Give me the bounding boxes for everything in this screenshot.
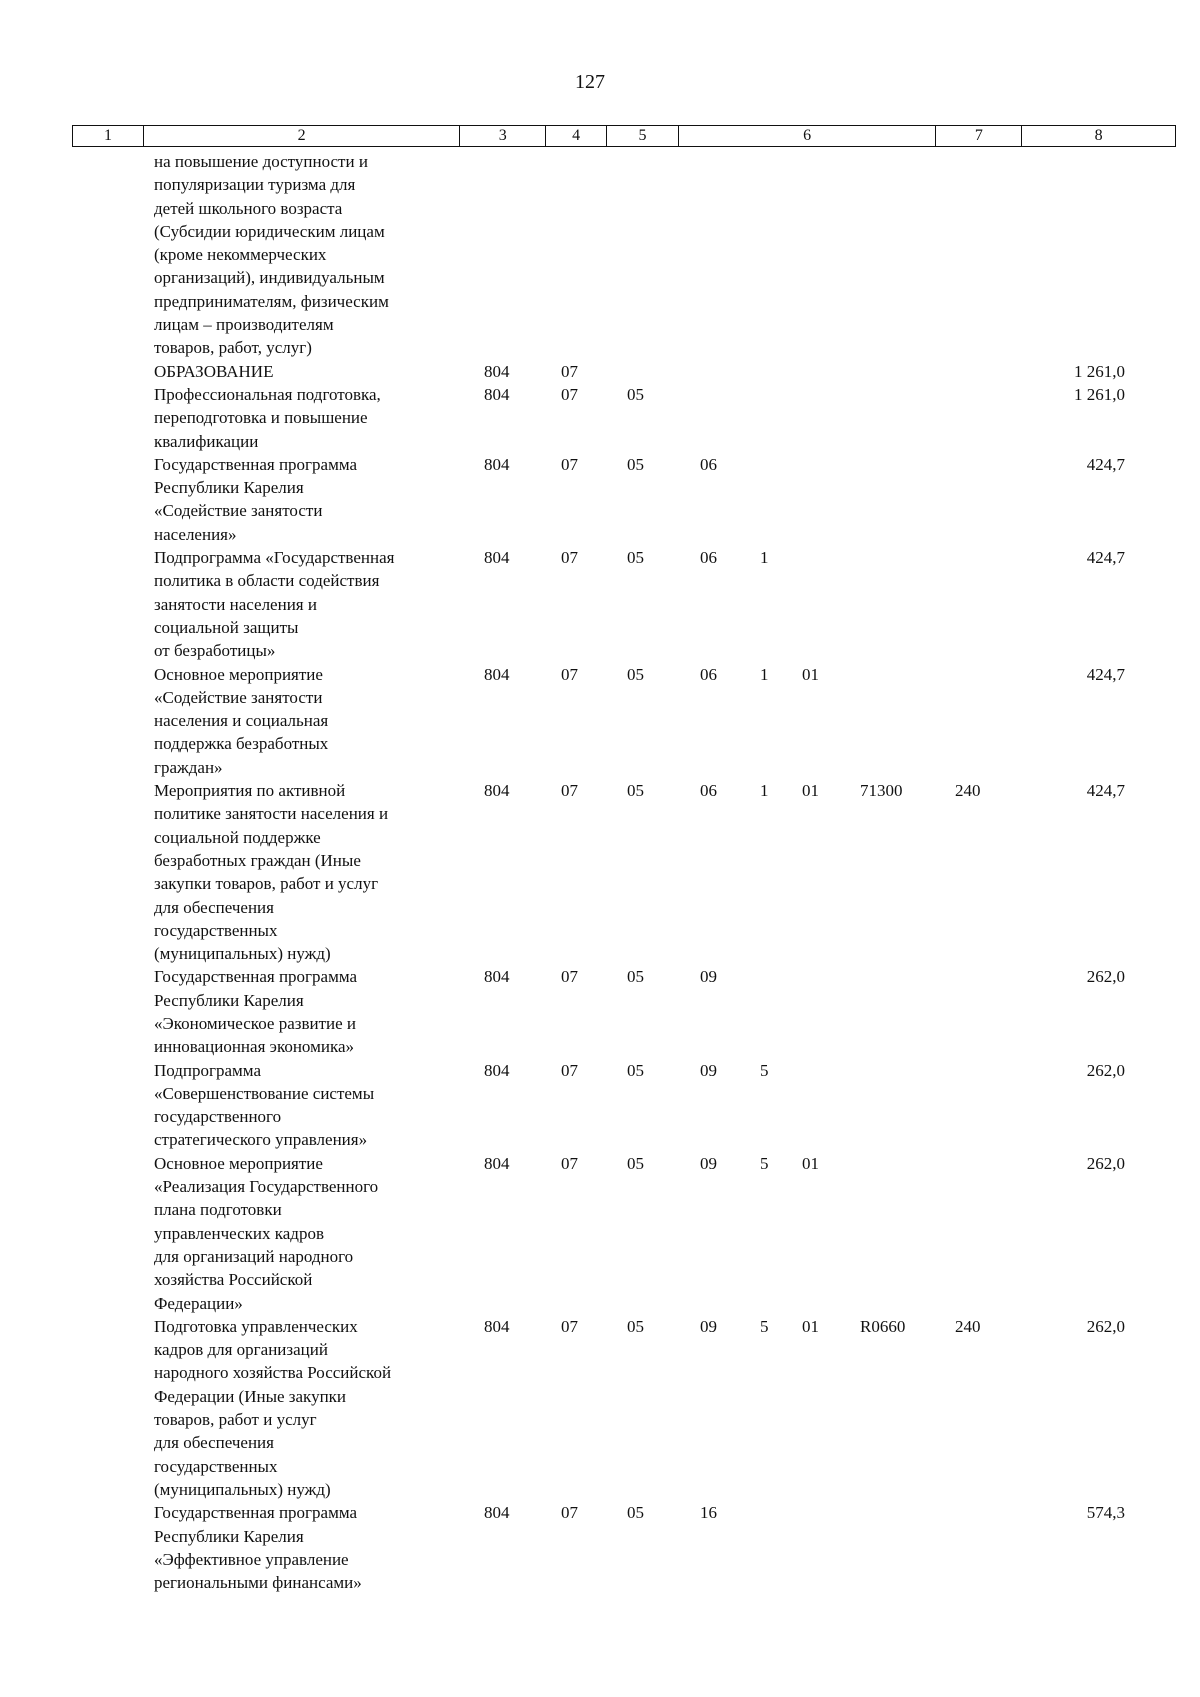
row-col-4: 07 (561, 1316, 578, 1336)
header-col-3: 3 (460, 126, 546, 146)
row-col-6-event: 01 (802, 1316, 819, 1336)
row-col-6-event: 01 (802, 664, 819, 684)
row-col-6-subprogram: 5 (760, 1316, 769, 1336)
table-row (0, 965, 1200, 1058)
header-col-2: 2 (144, 126, 460, 146)
table-row (0, 383, 1200, 453)
row-col-3: 804 (484, 664, 510, 684)
row-col-8-amount: 1 261,0 (1074, 384, 1125, 404)
row-col-6-event: 01 (802, 1153, 819, 1173)
header-col-1: 1 (73, 126, 144, 146)
row-name: Государственная программа Республики Карелия «Эффективное управление региональными финансами» (154, 1503, 362, 1593)
row-col-3: 804 (484, 1153, 510, 1173)
row-col-6-subprogram: 1 (760, 664, 769, 684)
row-col-3: 804 (484, 1316, 510, 1336)
header-col-7: 7 (936, 126, 1022, 146)
row-col-8-amount: 424,7 (1086, 781, 1125, 801)
table-row (0, 360, 1200, 383)
row-col-6-program: 06 (700, 548, 717, 568)
row-col-6-program: 09 (700, 967, 717, 987)
row-col-6-subprogram: 5 (760, 1153, 769, 1173)
row-col-6-event: 01 (802, 781, 819, 801)
row-col-3: 804 (484, 1503, 510, 1523)
row-col-3: 804 (484, 781, 510, 801)
table-row (0, 150, 1200, 360)
table-row (0, 453, 1200, 546)
row-name: Основное мероприятие «Реализация Государственного плана подготовки управленческих кадров для организаций народного хозяйства Российской Федерации» (154, 1153, 379, 1313)
row-col-3: 804 (484, 361, 510, 381)
header-col-8: 8 (1094, 127, 1103, 144)
row-col-6-subprogram: 5 (760, 1060, 769, 1080)
row-col-3: 804 (484, 454, 510, 474)
row-col-8-amount: 262,0 (1086, 1060, 1125, 1080)
row-name: Подпрограмма «Совершенствование системы государственного стратегического управления» (154, 1060, 375, 1150)
row-col-8-amount: 262,0 (1086, 1153, 1125, 1173)
row-col-5: 05 (627, 664, 644, 684)
row-col-4: 07 (561, 454, 578, 474)
row-col-5: 05 (627, 1503, 644, 1523)
row-col-8-amount: 262,0 (1086, 967, 1125, 987)
table-row (0, 1501, 1200, 1594)
row-col-4: 07 (561, 664, 578, 684)
table-row (0, 1152, 1200, 1315)
row-col-5: 05 (627, 967, 644, 987)
row-name: ОБРАЗОВАНИЕ (154, 361, 274, 381)
row-col-8-amount: 262,0 (1086, 1316, 1125, 1336)
row-name: Государственная программа Республики Карелия «Содействие занятости населения» (154, 454, 358, 544)
table-body (0, 150, 1200, 1594)
row-col-4: 07 (561, 1060, 578, 1080)
row-name: на повышение доступности и популяризации туризма для детей школьного возраста (Субсидии юридическим лицам (кроме некоммерческих организаций), индивидуальным предпринимателям, физическим лицам – производителям товаров, работ, услуг) (154, 152, 389, 358)
row-col-4: 07 (561, 781, 578, 801)
row-col-8-amount: 574,3 (1086, 1503, 1125, 1523)
row-name: Подпрограмма «Государственная политика в области содействия занятости населения и социальной защиты от безработицы» (154, 548, 395, 661)
row-col-5: 05 (627, 781, 644, 801)
row-col-5: 05 (627, 1153, 644, 1173)
table-row (0, 779, 1200, 965)
row-col-5: 05 (627, 1060, 644, 1080)
row-col-6-program: 06 (700, 781, 717, 801)
row-col-6-program: 06 (700, 664, 717, 684)
table-header (72, 125, 1176, 147)
header-col-5: 5 (607, 126, 679, 146)
row-col-4: 07 (561, 1503, 578, 1523)
row-name: Подготовка управленческих кадров для организаций народного хозяйства Российской Федерации (Иные закупки товаров, работ и услуг для обеспечения государственных (муниципальных) нужд) (154, 1316, 392, 1499)
table-row (0, 663, 1200, 779)
page-number: 127 (575, 71, 605, 93)
row-name: Государственная программа Республики Карелия «Экономическое развитие и инновационная экономика» (154, 967, 358, 1057)
row-col-3: 804 (484, 1060, 510, 1080)
row-col-7: 240 (955, 781, 981, 801)
header-col-6: 6 (679, 126, 937, 146)
row-name: Основное мероприятие «Содействие занятости населения и социальная поддержка безработных граждан» (154, 664, 329, 777)
header-col-4: 4 (546, 126, 607, 146)
row-col-3: 804 (484, 548, 510, 568)
table-row (0, 1315, 1200, 1501)
row-col-6-program: 06 (700, 454, 717, 474)
row-name: Мероприятия по активной политике занятости населения и социальной поддержке безработных граждан (Иные закупки товаров, работ и услуг для обеспечения государственных (муниципальных) нужд) (154, 781, 389, 964)
row-col-4: 07 (561, 361, 578, 381)
table-row (0, 546, 1200, 662)
row-col-5: 05 (627, 454, 644, 474)
row-col-6-program: 09 (700, 1060, 717, 1080)
row-col-6-program: 16 (700, 1503, 717, 1523)
row-col-5: 05 (627, 1316, 644, 1336)
row-col-6-program: 09 (700, 1316, 717, 1336)
row-col-6-direction: 71300 (860, 781, 903, 801)
row-col-8-amount: 424,7 (1086, 454, 1125, 474)
row-col-6-program: 09 (700, 1153, 717, 1173)
row-name: Профессиональная подготовка, переподготовка и повышение квалификации (154, 384, 381, 451)
row-col-3: 804 (484, 384, 510, 404)
table-row (0, 1059, 1200, 1152)
row-col-4: 07 (561, 1153, 578, 1173)
row-col-8-amount: 424,7 (1086, 664, 1125, 684)
row-col-4: 07 (561, 384, 578, 404)
row-col-7: 240 (955, 1316, 981, 1336)
row-col-4: 07 (561, 967, 578, 987)
row-col-3: 804 (484, 967, 510, 987)
row-col-8-amount: 1 261,0 (1074, 361, 1125, 381)
row-col-4: 07 (561, 548, 578, 568)
row-col-5: 05 (627, 548, 644, 568)
row-col-6-direction: R0660 (860, 1316, 906, 1336)
row-col-5: 05 (627, 384, 644, 404)
row-col-6-subprogram: 1 (760, 781, 769, 801)
row-col-8-amount: 424,7 (1086, 548, 1125, 568)
row-col-6-subprogram: 1 (760, 548, 769, 568)
